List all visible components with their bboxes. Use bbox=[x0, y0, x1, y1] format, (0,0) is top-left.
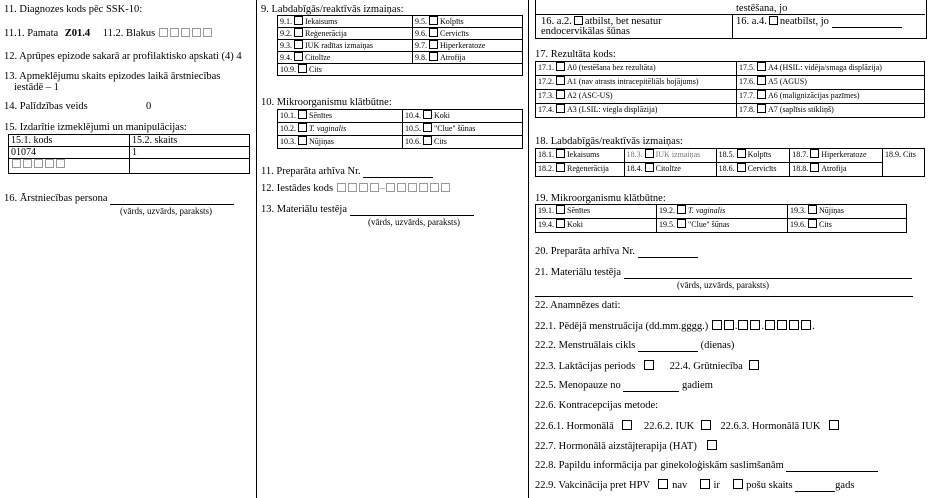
assistance-type-label: 14. Palīdzības veids bbox=[4, 101, 88, 112]
procedure-count-cell[interactable]: 1 bbox=[130, 147, 250, 159]
tested-by-label: 13. Materiālu testēja bbox=[261, 204, 348, 215]
archive-number-row bbox=[261, 166, 433, 178]
mik-19-6[interactable]: 19.6. Cits bbox=[788, 219, 907, 233]
micro-10-5[interactable]: 10.5. "Clue" šūnas bbox=[403, 123, 523, 136]
lab-18-9[interactable]: 18.9. Cits bbox=[882, 149, 924, 177]
hrt-checkbox[interactable] bbox=[707, 440, 717, 450]
microorganisms-19-table bbox=[535, 204, 907, 233]
adequacy-a2[interactable]: 16. a.2. atbilst, bet nesatur bbox=[541, 16, 662, 27]
archive-number-label: 11. Preparāta arhīva Nr. bbox=[261, 166, 361, 177]
hpv-no-checkbox[interactable] bbox=[658, 479, 668, 489]
procedures-title: 15. Izdarītie izmeklējumi un manipulācijas: bbox=[4, 122, 187, 133]
archive-number-line[interactable] bbox=[363, 177, 433, 178]
anamnesis-title: 22. Anamnēzes dati: bbox=[535, 300, 621, 311]
tested-by-caption: (vārds, uzvārds, paraksts) bbox=[368, 217, 460, 227]
extra-info-label: 22.8. Papildu informācija par ginekoloģiskām saslimšanām bbox=[535, 460, 784, 471]
item-9-3[interactable]: 9.3. IUK radītas izmaiņas bbox=[278, 40, 413, 52]
micro-10-6[interactable]: 10.6. Cits bbox=[403, 136, 523, 149]
column-cytology bbox=[256, 0, 528, 498]
result-code-title: 17. Rezultāta kods: bbox=[535, 49, 616, 60]
menopause-line[interactable] bbox=[623, 391, 679, 392]
last-menstruation-label: 22.1. Pēdējā menstruācija (dd.mm.gggg.) bbox=[535, 321, 709, 332]
menopause-unit: gadiem bbox=[681, 380, 713, 391]
menopause-label: 22.5. Menopauze no bbox=[535, 380, 621, 391]
procedures-header-code: 15.1. kods bbox=[9, 135, 130, 147]
mik-19-3[interactable]: 19.3. Nūjiņas bbox=[788, 205, 907, 219]
tested-21-row bbox=[535, 267, 912, 279]
item-9-6[interactable]: 9.6. Cervicīts bbox=[413, 28, 523, 40]
lactation-checkbox[interactable] bbox=[644, 360, 654, 370]
institution-code-label: 12. Iestādes kods bbox=[261, 183, 334, 194]
hpv-label: 22.9. Vakcinācija pret HPV bbox=[535, 480, 650, 491]
secondary-code-boxes[interactable] bbox=[158, 28, 213, 39]
last-menstruation-row bbox=[535, 320, 815, 333]
hpv-doses-line[interactable] bbox=[795, 491, 835, 492]
lab-18-7[interactable]: 18.7. Hiperkeratoze bbox=[790, 149, 883, 163]
archive-20-line[interactable] bbox=[638, 257, 698, 258]
lab-18-6[interactable]: 18.6. Cervicīts bbox=[716, 163, 790, 177]
benign-changes-18-table bbox=[535, 148, 925, 177]
mik-19-1[interactable]: 19.1. Sēnītes bbox=[536, 205, 657, 219]
hpv-no-label: nav bbox=[672, 480, 688, 491]
tested-21-label: 21. Materiālu testēja bbox=[535, 267, 622, 278]
care-episode: 12. Aprūpes epizode sakarā ar profilaktisko apskati (4) 4 bbox=[4, 51, 242, 62]
hrt-row bbox=[535, 440, 718, 453]
lab-18-4[interactable]: 18.4. Citolīze bbox=[624, 163, 716, 177]
diagnosis-title: 11. Diagnozes kods pēc SSK-10: bbox=[4, 4, 143, 15]
contraception-hormonal-checkbox[interactable] bbox=[622, 420, 632, 430]
hpv-doses-checkbox[interactable] bbox=[733, 479, 743, 489]
menstrual-cycle-unit: (dienas) bbox=[700, 340, 735, 351]
adequacy-a4[interactable]: 16. a.4. neatbilst, jo bbox=[736, 16, 902, 28]
micro-10-1[interactable]: 10.1. Sēnītes bbox=[278, 110, 403, 123]
microorganisms-table bbox=[277, 109, 523, 149]
micro-10-3[interactable]: 10.3. Nūjiņas bbox=[278, 136, 403, 149]
result-17-6[interactable]: 17.6. A5 (AGUS) bbox=[737, 76, 925, 90]
lab-18-2[interactable]: 18.2. Reģenerācija bbox=[536, 163, 625, 177]
adequacy-top-text: testēšana, jo bbox=[736, 3, 788, 14]
contraception-iud-checkbox[interactable] bbox=[701, 420, 711, 430]
benign-changes-18-title: 18. Labdabīgās/reaktīvās izmaiņas: bbox=[535, 136, 683, 147]
item-9-7[interactable]: 9.7. Hiperkeratoze bbox=[413, 40, 523, 52]
lab-18-3[interactable]: 18.3. IUK izmaiņas bbox=[624, 149, 716, 163]
primary-code-value: Z01.4 bbox=[64, 28, 91, 39]
result-17-5[interactable]: 17.5. A4 (HSIL: vidēja/smaga displāzija) bbox=[737, 62, 925, 76]
mik-19-5[interactable]: 19.5. "Clue" šūnas bbox=[657, 219, 788, 233]
menstrual-cycle-row bbox=[535, 340, 734, 352]
micro-10-2[interactable]: 10.2. T. vaginalis bbox=[278, 123, 403, 136]
primary-code-label: 11.1. Pamata bbox=[4, 28, 59, 39]
result-17-1[interactable]: 17.1. A0 (testēšana bez rezultāta) bbox=[536, 62, 737, 76]
microorganisms-title: 10. Mikroorganismu klātbūtne: bbox=[261, 97, 392, 108]
tested-21-caption: (vārds, uzvārds, paraksts) bbox=[677, 280, 769, 290]
result-17-2[interactable]: 17.2. A1 (nav atrasts intracepitēliāls bojājums) bbox=[536, 76, 737, 90]
hpv-doses-label: pošu skaits bbox=[746, 480, 793, 491]
mik-19-2[interactable]: 19.2. T. vaginalis bbox=[657, 205, 788, 219]
column-diagnosis bbox=[0, 0, 256, 498]
archive-20-label: 20. Preparāta arhīva Nr. bbox=[535, 246, 636, 257]
pregnancy-checkbox[interactable] bbox=[749, 360, 759, 370]
archive-20-row bbox=[535, 246, 698, 258]
practitioner-caption: (vārds, uzvārds, paraksts) bbox=[120, 206, 212, 216]
item-9-5[interactable]: 9.5. Kolpīts bbox=[413, 16, 523, 28]
hpv-yes-checkbox[interactable] bbox=[700, 479, 710, 489]
item-10-9[interactable]: 10.9. Cits bbox=[278, 64, 523, 76]
column-results bbox=[528, 0, 930, 498]
hpv-yes-label: ir bbox=[713, 480, 720, 491]
adequacy-a2-line2: endocervikālas šūnas bbox=[541, 26, 630, 37]
result-code-table bbox=[535, 61, 925, 118]
hrt-label: 22.7. Hormonālā aizstājterapija (HAT) bbox=[535, 441, 697, 452]
lab-18-5[interactable]: 18.5. Kolpīts bbox=[716, 149, 790, 163]
benign-changes-table bbox=[277, 15, 523, 76]
secondary-code-label: 11.2. Blakus bbox=[102, 28, 156, 39]
practitioner-row bbox=[4, 193, 234, 205]
item-9-2[interactable]: 9.2. Reģenerācija bbox=[278, 28, 413, 40]
hpv-year-label: gads bbox=[835, 480, 855, 491]
menstrual-cycle-line[interactable] bbox=[638, 351, 698, 352]
contraception-hormonal-label: 22.6.1. Hormonālā bbox=[535, 421, 614, 432]
microorganisms-19-title: 19. Mikroorganismu klātbūtne: bbox=[535, 193, 666, 204]
hpv-row bbox=[535, 479, 854, 492]
lab-18-8[interactable]: 18.8. Atrofija bbox=[790, 163, 883, 177]
item-9-1[interactable]: 9.1. Iekaisums bbox=[278, 16, 413, 28]
item-9-4[interactable]: 9.4. Citolīze bbox=[278, 52, 413, 64]
practitioner-label: 16. Ārstniecības persona bbox=[4, 193, 108, 204]
pregnancy-label: 22.4. Grūtniecība bbox=[669, 361, 743, 372]
menopause-row bbox=[535, 380, 713, 392]
assistance-type-value: 0 bbox=[146, 101, 152, 112]
procedures-header-count: 15.2. skaits bbox=[130, 135, 250, 147]
result-17-3[interactable]: 17.3. A2 (ASC-US) bbox=[536, 90, 737, 104]
micro-10-4[interactable]: 10.4. Koki bbox=[403, 110, 523, 123]
result-17-4[interactable]: 17.4. A3 (LSIL: viegla displāzija) bbox=[536, 104, 737, 118]
result-17-7[interactable]: 17.7. A6 (malignizācijas pazīmes) bbox=[737, 90, 925, 104]
benign-changes-title: 9. Labdabīgās/reaktīvās izmaiņas: bbox=[261, 4, 404, 15]
mik-19-4[interactable]: 19.4. Koki bbox=[536, 219, 657, 233]
extra-info-line[interactable] bbox=[786, 471, 878, 472]
procedure-code-empty[interactable] bbox=[9, 159, 130, 174]
contraception-title: 22.6. Kontracepcijas metode: bbox=[535, 400, 659, 411]
contraception-row bbox=[535, 420, 840, 433]
procedure-count-empty[interactable] bbox=[130, 159, 250, 174]
lab-18-1[interactable]: 18.1. Iekaisums bbox=[536, 149, 625, 163]
institution-code-boxes[interactable]: – bbox=[336, 183, 451, 194]
procedures-table bbox=[8, 134, 250, 174]
menstrual-cycle-label: 22.2. Menstruālais cikls bbox=[535, 340, 636, 351]
result-17-8[interactable]: 17.8. A7 (saplīsis stikliņš) bbox=[737, 104, 925, 118]
lactation-row bbox=[535, 360, 760, 373]
lactation-label: 22.3. Laktācijas periods bbox=[535, 361, 636, 372]
visits-count-line2: iestādē – 1 bbox=[14, 82, 59, 93]
extra-info-row bbox=[535, 460, 878, 472]
contraception-hormonal-iud-checkbox[interactable] bbox=[829, 420, 839, 430]
institution-code-row bbox=[261, 183, 451, 195]
last-menstruation-date-boxes[interactable]: . . . bbox=[711, 321, 815, 332]
primary-code-row bbox=[4, 28, 213, 40]
item-9-8[interactable]: 9.8. Atrofija bbox=[413, 52, 523, 64]
tested-by-row bbox=[261, 204, 474, 216]
procedure-code-cell[interactable]: 01074 bbox=[9, 147, 130, 159]
visits-count-line1: 13. Apmeklējumu skaits epizodes laikā ārstniecības bbox=[4, 71, 221, 82]
contraception-hormonal-iud-label: 22.6.3. Hormonālā IUK bbox=[720, 421, 821, 432]
contraception-iud-label: 22.6.2. IUK bbox=[644, 421, 695, 432]
